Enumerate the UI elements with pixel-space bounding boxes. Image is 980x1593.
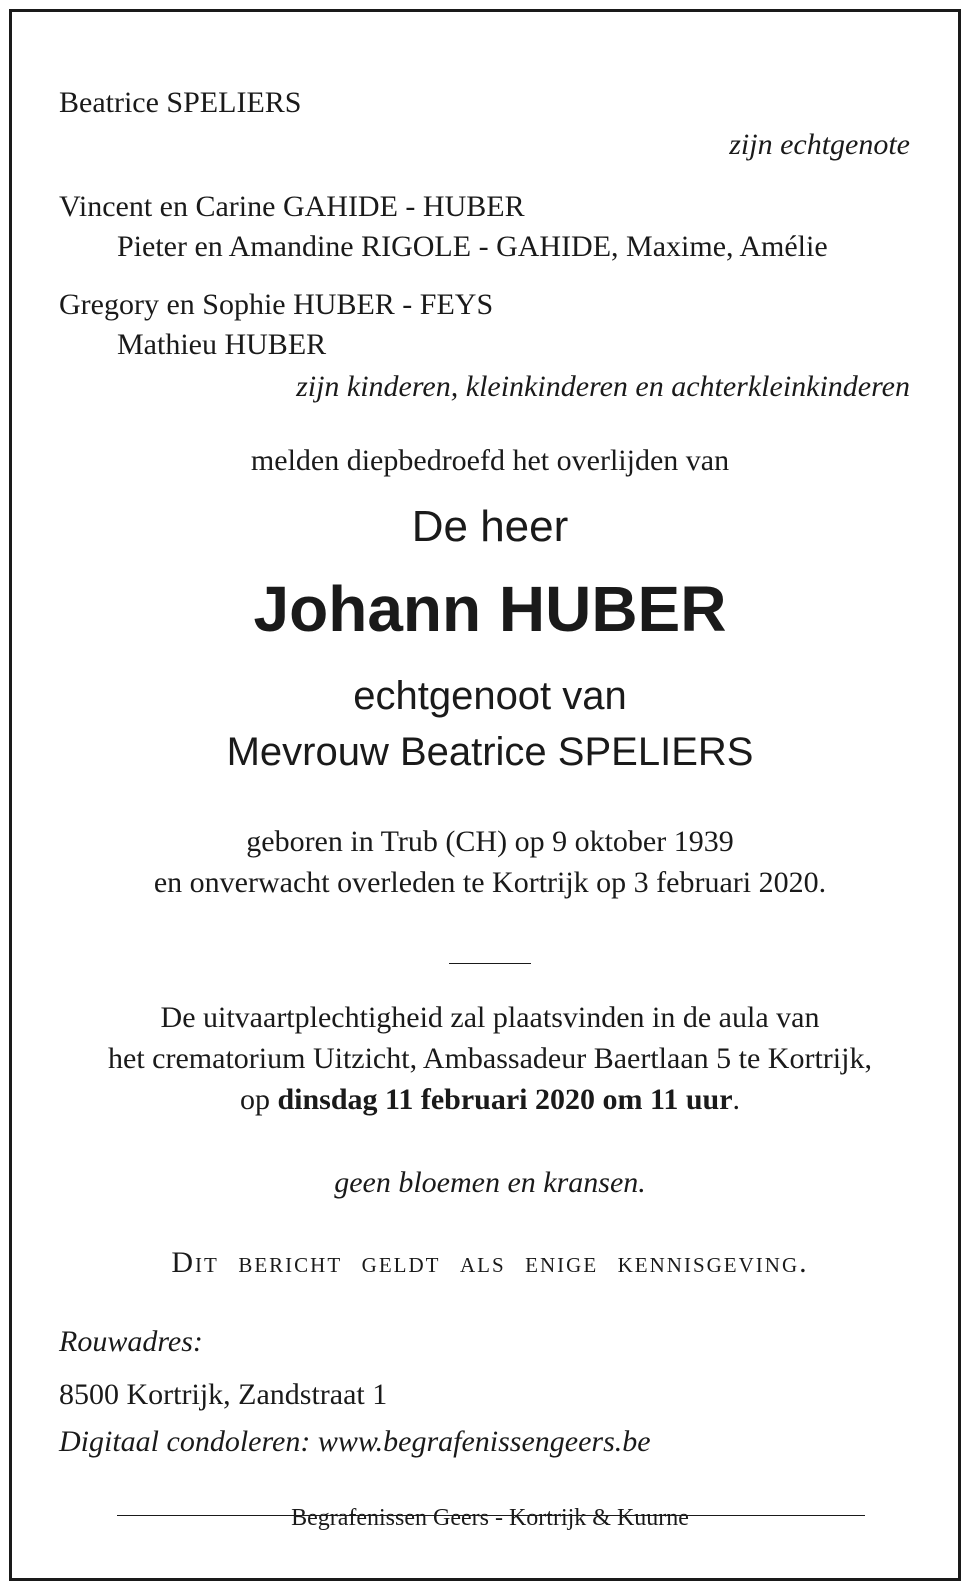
grandchildren-1: Pieter en Amandine RIGOLE - GAHIDE, Maxime, Amélie [117,230,828,263]
undertaker-footer: Begrafenissen Geers - Kortrijk & Kuurne [291,1505,689,1531]
ceremony-date-time: dinsdag 11 februari 2020 om 11 uur [277,1083,733,1116]
address-label: Rouwadres: [59,1325,203,1358]
child-family-2: Gregory en Sophie HUBER - FEYS [59,288,494,321]
separator-short [449,963,531,964]
grandchildren-2: Mathieu HUBER [117,328,327,361]
death-line: en onverwacht overleden te Kortrijk op 3 februari 2020. [153,866,827,899]
birth-line: geboren in Trub (CH) op 9 oktober 1939 [246,825,734,858]
flowers-note: geen bloemen en kransen. [334,1166,646,1199]
ceremony-line-2: het crematorium Uitzicht, Ambassadeur Baertlaan 5 te Kortrijk, [108,1042,872,1075]
spouse-name: Beatrice SPELIERS [59,86,302,119]
mourning-address: 8500 Kortrijk, Zandstraat 1 [59,1378,388,1411]
announcement-intro: melden diepbedroefd het overlijden van [250,444,730,477]
deceased-name: Johann HUBER [253,573,727,645]
condolence-link[interactable]: Digitaal condoleren: www.begrafenissengeers.be [59,1425,651,1458]
ceremony-suffix: . [732,1083,741,1116]
partner-name: Mevrouw Beatrice SPELIERS [226,730,754,774]
spouse-role: zijn echtgenote [729,128,910,161]
relation-label: echtgenoot van [353,674,627,718]
child-family-1: Vincent en Carine GAHIDE - HUBER [59,190,525,223]
children-role: zijn kinderen, kleinkinderen en achterkleinkinderen [296,370,910,403]
notice-statement: Dit bericht geldt als enige kennisgeving. [171,1246,809,1279]
ceremony-line-1: De uitvaartplechtigheid zal plaatsvinden in de aula van [160,1001,820,1034]
salutation: De heer [411,502,569,551]
ceremony-prefix: op [239,1083,278,1116]
ceremony-line-3 [0,1083,980,1117]
